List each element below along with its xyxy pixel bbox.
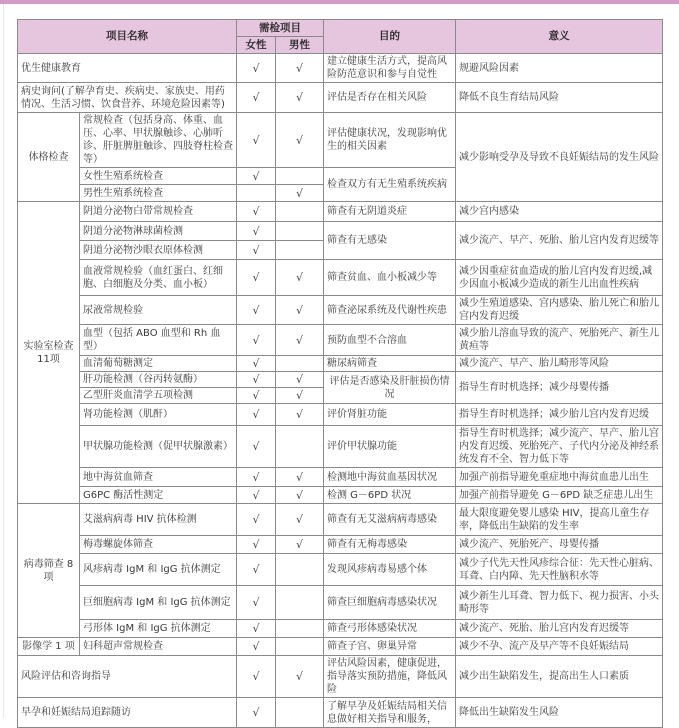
purpose-cell: 评估是否感染及肝脏损伤情况	[324, 372, 456, 404]
table-row	[18, 83, 663, 113]
header-required: 需检项目	[237, 20, 324, 37]
female-check-empty	[237, 185, 276, 202]
male-check: √	[276, 372, 324, 388]
male-check-empty	[276, 202, 324, 222]
purpose-cell: 筛查有无梅毒感染	[324, 536, 456, 554]
category-virus: 病毒筛查 8 项	[18, 504, 80, 638]
table-row	[18, 487, 663, 504]
item-name: 病史询问(了解孕育史、疾病史、家族史、用药情况、生活习惯、饮食营养、环境危险因素等)	[18, 83, 237, 113]
item-name: 阴道分泌物沙眼衣原体检测	[80, 241, 237, 260]
category-lab-count: 11项	[37, 353, 60, 365]
purpose-cell: 检查双方有无生殖系统疾病	[324, 168, 456, 202]
male-check: √	[276, 388, 324, 404]
page-edge-line	[3, 4, 4, 718]
item-name: 地中海贫血筛查	[80, 468, 237, 487]
male-check-empty	[276, 586, 324, 620]
purpose-cell: 筛查泌尿系统及代谢性疾患	[324, 296, 456, 325]
meaning-cell: 减少新生儿耳聋、智力低下、视力损害、小头畸形等	[456, 586, 663, 620]
meaning-cell: 减少因重症贫血造成的胎儿宫内发育迟缓,减少因血小板减少造成的新生儿出血性疾病	[456, 260, 663, 296]
male-check: √	[276, 468, 324, 487]
female-check: √	[237, 325, 276, 356]
meaning-cell: 加强产前指导避免 G－6PD 缺乏症患儿出生	[456, 487, 663, 504]
female-check: √	[237, 698, 276, 728]
purpose-cell: 评估风险因素，健康促进，指导落实预防措施，降低风险	[324, 656, 456, 698]
male-check: √	[276, 404, 324, 426]
meaning-cell: 减少宫内感染	[456, 202, 663, 222]
header-purpose: 目的	[324, 20, 456, 54]
table-row	[18, 554, 663, 586]
category-lab	[18, 202, 80, 504]
meaning-cell: 规避风险因素	[456, 54, 663, 83]
item-name: 弓形体 IgM 和 IgG 抗体测定	[80, 620, 237, 638]
item-name: 妇科超声常规检查	[80, 638, 237, 656]
male-check: √	[276, 504, 324, 536]
table-row	[18, 620, 663, 638]
table-row	[18, 260, 663, 296]
female-check: √	[237, 356, 276, 372]
table-row	[18, 113, 663, 168]
female-check: √	[237, 620, 276, 638]
meaning-cell: 减少影响受孕及导致不良妊娠结局的发生风险	[456, 113, 663, 202]
meaning-cell: 减少子代先天性风疹综合征：先天性心脏病、耳聋、白内障、先天性脑积水等	[456, 554, 663, 586]
meaning-cell: 减少出生缺陷发生，提高出生人口素质	[456, 656, 663, 698]
item-name: 甲状腺功能检测（促甲状腺激素）	[80, 426, 237, 468]
meaning-cell: 减少流产、死胎、胎儿宫内发育迟缓等	[456, 620, 663, 638]
purpose-cell: 评价甲状腺功能	[324, 426, 456, 468]
female-check: √	[237, 388, 276, 404]
male-check: √	[276, 536, 324, 554]
meaning-cell: 指导生育时机选择；减少胎儿宫内发育迟缓	[456, 404, 663, 426]
purpose-cell: 预防血型不合溶血	[324, 325, 456, 356]
male-check: √	[276, 656, 324, 698]
item-name: 女性生殖系统检查	[80, 168, 237, 185]
female-check: √	[237, 536, 276, 554]
purpose-cell: 筛查子宫、卵巢异常	[324, 638, 456, 656]
table-row	[18, 536, 663, 554]
table-row	[18, 356, 663, 372]
male-check-empty	[276, 554, 324, 586]
item-name: 早孕和妊娠结局追踪随访	[18, 698, 237, 728]
female-check: √	[237, 426, 276, 468]
female-check: √	[237, 296, 276, 325]
purpose-cell: 了解早孕及妊娠结局相关信息做好相关指导和服务，	[324, 698, 456, 728]
item-name: 尿液常规检验	[80, 296, 237, 325]
male-check-empty	[276, 638, 324, 656]
header-item-name: 项目名称	[18, 20, 237, 54]
item-name: 艾滋病病毒 HIV 抗体检测	[80, 504, 237, 536]
meaning-cell: 指导生育时机选择；减少流产、早产、胎儿宫内发育迟缓、死胎死产、子代内分泌及神经系统发育不全、智力低下等	[456, 426, 663, 468]
purpose-cell: 评估是否存在相关风险	[324, 83, 456, 113]
male-check-empty	[276, 426, 324, 468]
meaning-cell: 减少流产、早产、胎儿畸形等风险	[456, 356, 663, 372]
item-name: G6PC 酶活性测定	[80, 487, 237, 504]
pre-pregnancy-checkup-table	[17, 19, 663, 728]
purpose-cell: 筛查有无感染	[324, 222, 456, 260]
male-check: √	[276, 185, 324, 202]
purpose-cell: 检测地中海贫血基因状况	[324, 468, 456, 487]
female-check: √	[237, 656, 276, 698]
purpose-cell: 建立健康生活方式，提高风险防范意识和参与自觉性	[324, 54, 456, 83]
category-physical: 体格检查	[18, 113, 80, 202]
meaning-cell: 降低出生缺陷发生风险	[456, 698, 663, 728]
header-male: 男性	[276, 37, 324, 54]
table-row	[18, 638, 663, 656]
category-imaging: 影像学 1 项	[18, 638, 80, 656]
female-check: √	[237, 222, 276, 241]
item-name: 血液常规检验（血红蛋白、红细胞、白细胞及分类、血小板）	[80, 260, 237, 296]
purpose-cell: 评估健康状况，发现影响优生的相关因素	[324, 113, 456, 168]
purpose-cell: 筛查有无艾滋病病毒感染	[324, 504, 456, 536]
table-row	[18, 698, 663, 728]
meaning-cell: 指导生育时机选择；减少母婴传播	[456, 372, 663, 404]
header-meaning: 意义	[456, 20, 663, 54]
male-check: √	[276, 487, 324, 504]
item-name: 巨细胞病毒 IgM 和 IgG 抗体测定	[80, 586, 237, 620]
item-name: 肝功能检测（谷丙转氨酶）	[80, 372, 237, 388]
male-check: √	[276, 54, 324, 83]
table-row	[18, 222, 663, 241]
item-name: 优生健康教育	[18, 54, 237, 83]
female-check: √	[237, 554, 276, 586]
meaning-cell: 减少流产、死胎死产、母婴传播	[456, 536, 663, 554]
meaning-cell: 减少不孕、流产及早产等不良妊娠结局	[456, 638, 663, 656]
item-name: 肾功能检测（肌酐）	[80, 404, 237, 426]
table-row	[18, 468, 663, 487]
male-check-empty	[276, 356, 324, 372]
table-row	[18, 325, 663, 356]
male-check: √	[276, 296, 324, 325]
female-check: √	[237, 586, 276, 620]
table-row	[18, 504, 663, 536]
item-name: 风险评估和咨询指导	[18, 656, 237, 698]
female-check: √	[237, 168, 276, 185]
purpose-cell: 检测 G－6PD 状况	[324, 487, 456, 504]
category-lab-label: 实验室检查	[23, 340, 74, 352]
table-row	[18, 426, 663, 468]
table-row	[18, 404, 663, 426]
meaning-cell: 减少流产、早产、死胎、胎儿宫内发育迟缓等	[456, 222, 663, 260]
female-check: √	[237, 468, 276, 487]
male-check-empty	[276, 698, 324, 728]
header-female: 女性	[237, 37, 276, 54]
table-row	[18, 586, 663, 620]
female-check: √	[237, 638, 276, 656]
male-check-empty	[276, 168, 324, 185]
table-row	[18, 202, 663, 222]
male-check: √	[276, 83, 324, 113]
male-check-empty	[276, 241, 324, 260]
female-check: √	[237, 260, 276, 296]
purpose-cell: 发现风疹病毒易感个体	[324, 554, 456, 586]
female-check: √	[237, 404, 276, 426]
purpose-cell: 评价肾脏功能	[324, 404, 456, 426]
meaning-cell: 加强产前指导避免重症地中海贫血患儿出生	[456, 468, 663, 487]
female-check: √	[237, 487, 276, 504]
item-name: 梅毒螺旋体筛查	[80, 536, 237, 554]
table-row	[18, 372, 663, 388]
item-name: 血清葡萄糖测定	[80, 356, 237, 372]
purpose-cell: 糖尿病筛查	[324, 356, 456, 372]
item-name: 阴道分泌物白带常规检查	[80, 202, 237, 222]
female-check: √	[237, 54, 276, 83]
female-check: √	[237, 504, 276, 536]
item-name: 男性生殖系统检查	[80, 185, 237, 202]
purpose-cell: 筛查巨细胞病毒感染状况	[324, 586, 456, 620]
table-row	[18, 656, 663, 698]
table-row	[18, 54, 663, 83]
female-check: √	[237, 202, 276, 222]
meaning-cell: 降低不良生育结局风险	[456, 83, 663, 113]
female-check: √	[237, 113, 276, 168]
table-row	[18, 296, 663, 325]
male-check: √	[276, 113, 324, 168]
item-name: 乙型肝炎血清学五项检测	[80, 388, 237, 404]
meaning-cell: 减少胎儿溶血导致的流产、死胎死产、新生儿黄疸等	[456, 325, 663, 356]
male-check-empty	[276, 620, 324, 638]
purpose-cell: 筛查有无阴道炎症	[324, 202, 456, 222]
male-check: √	[276, 325, 324, 356]
male-check-empty	[276, 222, 324, 241]
item-name: 阴道分泌物淋球菌检测	[80, 222, 237, 241]
female-check: √	[237, 83, 276, 113]
purpose-cell: 筛查贫血、血小板减少等	[324, 260, 456, 296]
male-check: √	[276, 260, 324, 296]
meaning-cell: 最大限度避免婴儿感染 HIV，提高儿童生存率，降低出生缺陷的发生率	[456, 504, 663, 536]
female-check: √	[237, 372, 276, 388]
item-name: 常规检查（包括身高、体重、血压、心率、甲状腺触诊、心肺听诊、肝脏脾脏触诊、四肢脊柱检查等）	[80, 113, 237, 168]
top-accent-bar	[0, 0, 679, 4]
item-name: 血型（包括 ABO 血型和 Rh 血型）	[80, 325, 237, 356]
purpose-cell: 筛查弓形体感染状况	[324, 620, 456, 638]
female-check: √	[237, 241, 276, 260]
item-name: 风疹病毒 IgM 和 IgG 抗体测定	[80, 554, 237, 586]
meaning-cell: 减少生殖道感染、宫内感染、胎儿死亡和胎儿宫内发育迟缓	[456, 296, 663, 325]
